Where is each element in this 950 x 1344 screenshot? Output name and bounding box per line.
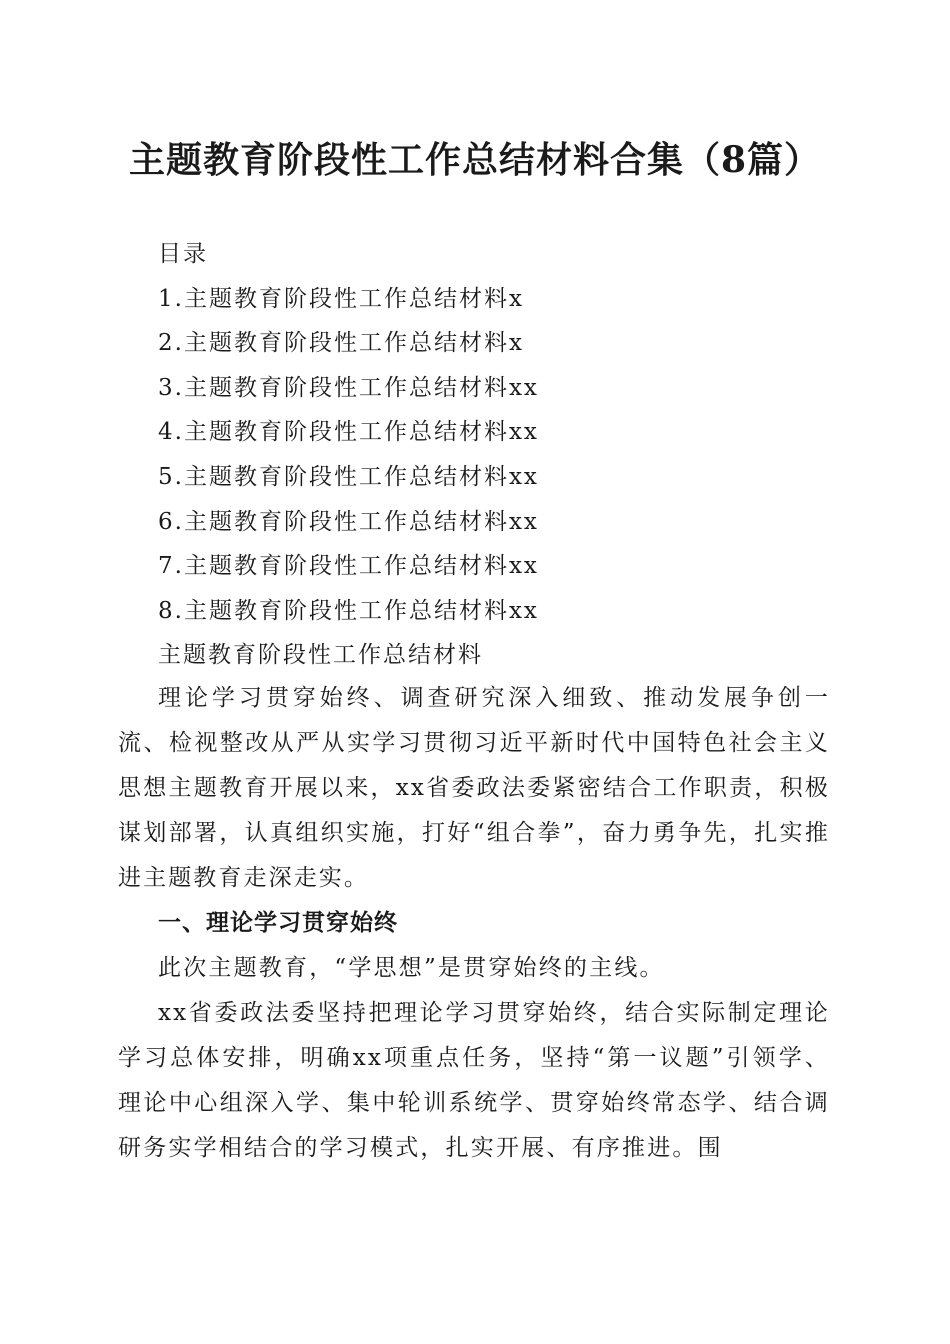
toc-item-3: 3.主题教育阶段性工作总结材料xx xyxy=(158,374,539,401)
toc-item-1: 1.主题教育阶段性工作总结材料x xyxy=(158,285,524,312)
article-title: 主题教育阶段性工作总结材料 xyxy=(158,642,483,669)
toc-item-5: 5.主题教育阶段性工作总结材料xx xyxy=(158,463,539,490)
intro-paragraph: 理论学习贯穿始终、调查研究深入细致、推动发展争创一流、检视整改从严从实学习贯彻习近平新时代中国特色社会主义思想主题教育开展以来，xx省委政法委紧密结合工作职责，积极谋划部署，认真组织实施，打好“组合拳”，奋力勇争先，扎实推进主题教育走深走实。 xyxy=(118,685,830,891)
toc-item-7: 7.主题教育阶段性工作总结材料xx xyxy=(158,553,539,580)
toc-item-8: 8.主题教育阶段性工作总结材料xx xyxy=(158,597,539,624)
document-title: 主题教育阶段性工作总结材料合集（8篇） xyxy=(128,139,822,181)
article-body xyxy=(118,676,830,1171)
toc-item-2: 2.主题教育阶段性工作总结材料x xyxy=(158,330,524,357)
toc-heading: 目录 xyxy=(158,241,208,267)
table-of-contents xyxy=(158,232,539,678)
section-heading-1: 一、理论学习贯穿始终 xyxy=(158,910,398,936)
toc-item-4: 4.主题教育阶段性工作总结材料xx xyxy=(158,419,539,446)
toc-item-6: 6.主题教育阶段性工作总结材料xx xyxy=(158,508,539,535)
section-1-paragraph-1: 此次主题教育，“学思想”是贯穿始终的主线。 xyxy=(158,955,665,981)
section-1-paragraph-2: xx省委政法委坚持把理论学习贯穿始终，结合实际制定理论学习总体安排，明确xx项重点任务，坚持“第一议题”引领学、理论中心组深入学、集中轮训系统学、贯穿始终常态学、结合调研务实学相结合的学习模式，扎实开展、有序推进。围 xyxy=(118,1000,830,1161)
